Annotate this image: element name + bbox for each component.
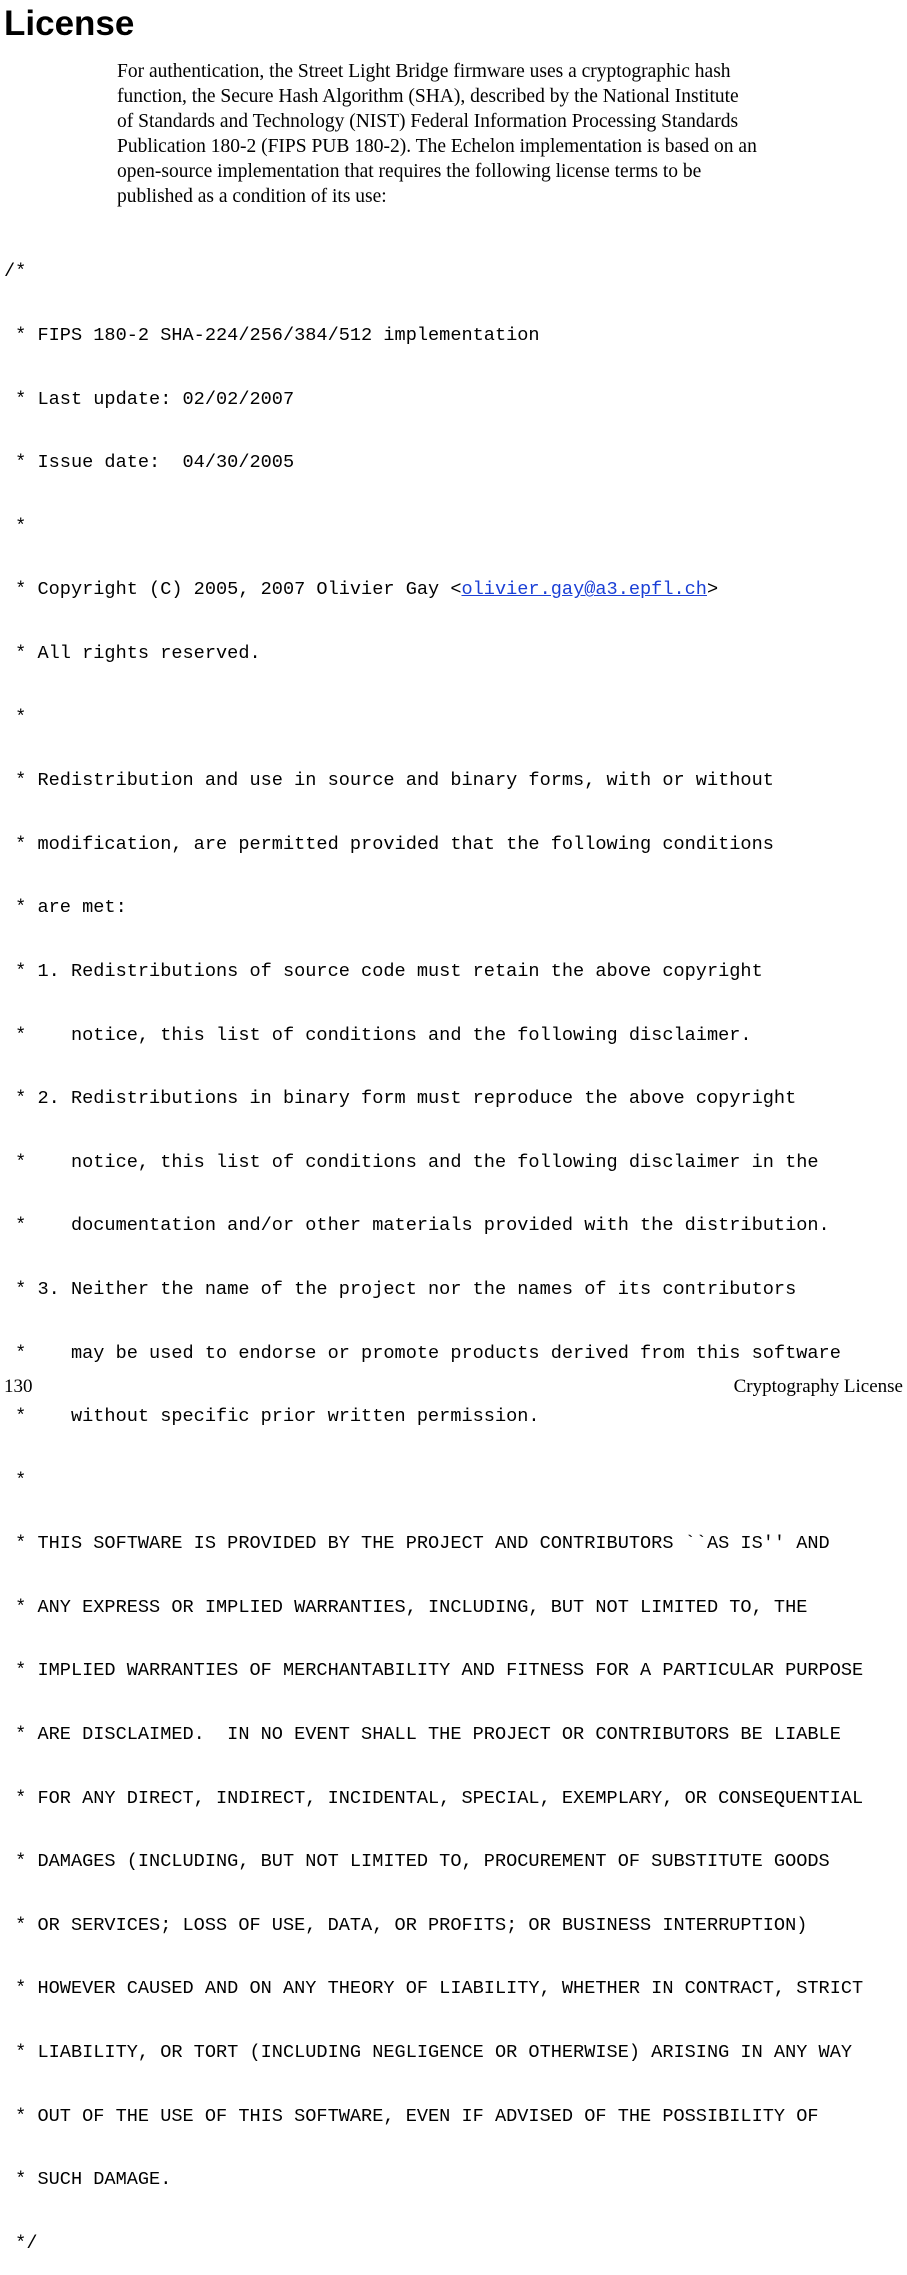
author-email-link[interactable]: olivier.gay@a3.epfl.ch <box>461 579 707 601</box>
intro-line: of Standards and Technology (NIST) Federal Information Processing Standards <box>117 111 739 132</box>
page-heading: License <box>4 4 135 43</box>
copyright-prefix: * Copyright (C) 2005, 2007 Olivier Gay < <box>4 579 462 601</box>
intro-line: published as a condition of its use: <box>117 186 387 207</box>
code-line: * DAMAGES (INCLUDING, BUT NOT LIMITED TO, PROCUREMENT OF SUBSTITUTE GOODS <box>4 1851 830 1873</box>
code-line: */ <box>4 2232 38 2254</box>
code-line: * FIPS 180-2 SHA-224/256/384/512 implementation <box>4 325 540 346</box>
code-line: /* <box>4 261 27 283</box>
code-line: * Last update: 02/02/2007 <box>4 388 295 410</box>
code-line: * 3. Neither the name of the project nor the names of its contributors <box>4 1278 797 1300</box>
code-line: * notice, this list of conditions and the following disclaimer. <box>4 1024 752 1046</box>
code-line: * <box>4 1469 27 1491</box>
copyright-line <box>4 579 863 600</box>
code-line: * FOR ANY DIRECT, INDIRECT, INCIDENTAL, SPECIAL, EXEMPLARY, OR CONSEQUENTIAL <box>4 1787 864 1809</box>
intro-line: function, the Secure Hash Algorithm (SHA), described by the National Institute <box>117 86 739 107</box>
code-line: * 2. Redistributions in binary form must reproduce the above copyright <box>4 1088 797 1110</box>
code-line: * Issue date: 04/30/2005 <box>4 452 295 474</box>
code-line: * <box>4 706 27 728</box>
page-number: 130 <box>4 1376 33 1397</box>
code-line: * modification, are permitted provided that the following conditions <box>4 833 774 855</box>
code-line: * LIABILITY, OR TORT (INCLUDING NEGLIGENCE OR OTHERWISE) ARISING IN ANY WAY <box>4 2042 853 2064</box>
code-line: * THIS SOFTWARE IS PROVIDED BY THE PROJECT AND CONTRIBUTORS ``AS IS'' AND <box>4 1533 830 1555</box>
code-line: * <box>4 515 27 537</box>
code-line: * 1. Redistributions of source code must retain the above copyright <box>4 960 763 982</box>
code-line: * may be used to endorse or promote products derived from this software <box>4 1342 841 1364</box>
code-line: * documentation and/or other materials provided with the distribution. <box>4 1215 830 1237</box>
intro-line: Publication 180-2 (FIPS PUB 180-2). The Echelon implementation is based on an <box>117 136 757 157</box>
code-line: * without specific prior written permission. <box>4 1406 540 1428</box>
code-line: * are met: <box>4 897 127 919</box>
intro-paragraph <box>117 59 907 209</box>
code-line: * Redistribution and use in source and binary forms, with or without <box>4 770 774 792</box>
code-line: * HOWEVER CAUSED AND ON ANY THEORY OF LIABILITY, WHETHER IN CONTRACT, STRICT <box>4 1978 864 2000</box>
copyright-suffix: > <box>706 579 719 601</box>
code-line: * OR SERVICES; LOSS OF USE, DATA, OR PROFITS; OR BUSINESS INTERRUPTION) <box>4 1914 808 1936</box>
code-line: * OUT OF THE USE OF THIS SOFTWARE, EVEN IF ADVISED OF THE POSSIBILITY OF <box>4 2105 819 2127</box>
code-line: * IMPLIED WARRANTIES OF MERCHANTABILITY AND FITNESS FOR A PARTICULAR PURPOSE <box>4 1660 864 1682</box>
code-line: * ANY EXPRESS OR IMPLIED WARRANTIES, INCLUDING, BUT NOT LIMITED TO, THE <box>4 1596 808 1618</box>
code-line: * All rights reserved. <box>4 642 261 664</box>
intro-line: open-source implementation that requires the following license terms to be <box>117 161 702 182</box>
intro-line: For authentication, the Street Light Bridge firmware uses a cryptographic hash <box>117 61 731 82</box>
code-line: * SUCH DAMAGE. <box>4 2169 172 2191</box>
footer-section-title: Cryptography License <box>733 1376 903 1397</box>
license-code-block <box>4 219 863 2275</box>
code-line: * ARE DISCLAIMED. IN NO EVENT SHALL THE PROJECT OR CONTRIBUTORS BE LIABLE <box>4 1724 841 1746</box>
code-line: * notice, this list of conditions and the following disclaimer in the <box>4 1151 819 1173</box>
